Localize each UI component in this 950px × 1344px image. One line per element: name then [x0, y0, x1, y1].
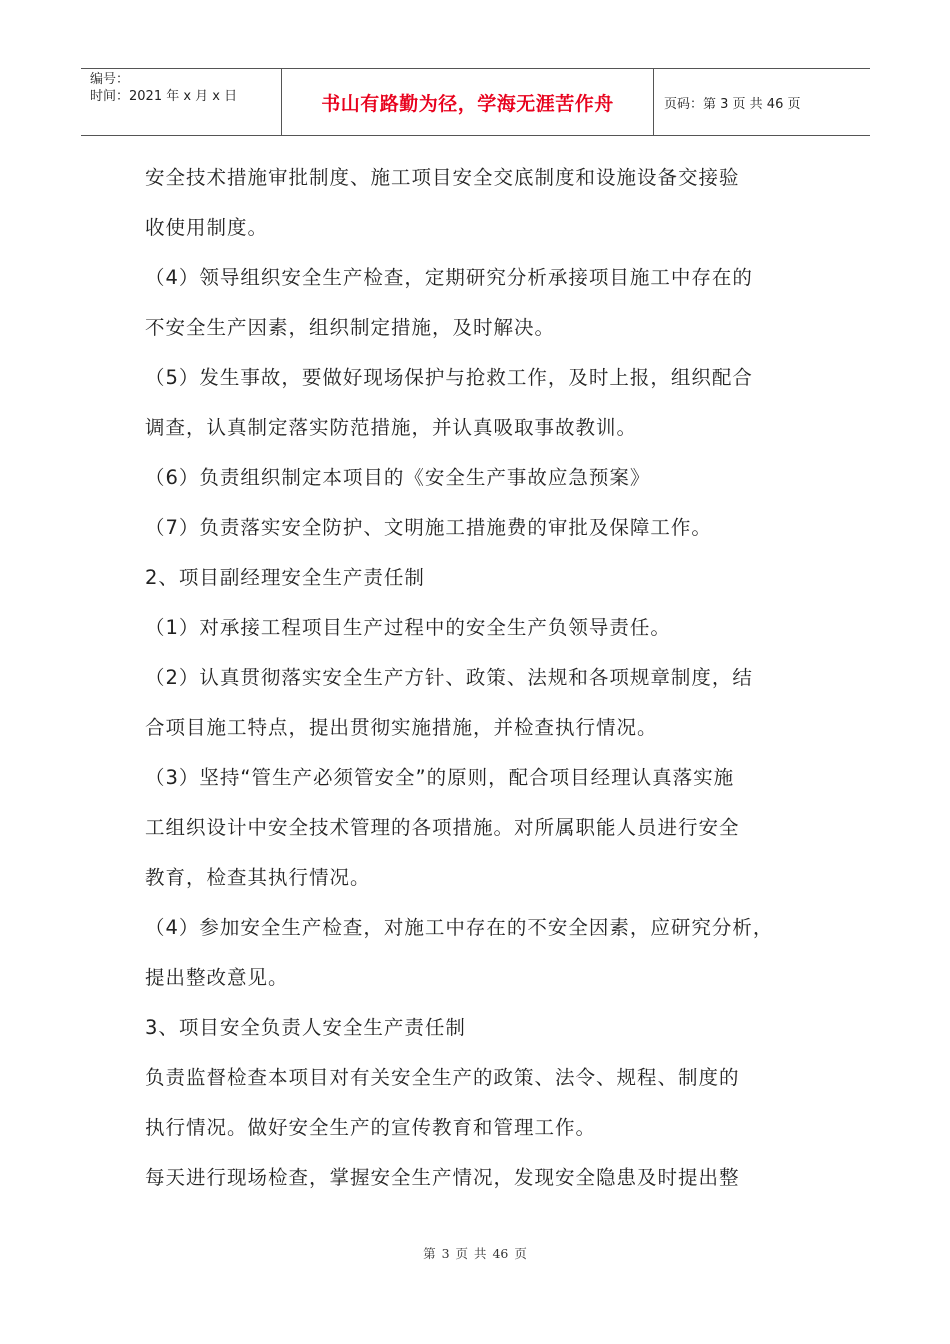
body-line: 教育，检查其执行情况。: [145, 866, 371, 889]
body-line: 调查，认真制定落实防范措施，并认真吸取事故教训。: [145, 416, 638, 439]
document-date-label: 时间：2021 年 x 月 x 日: [90, 89, 238, 104]
header-page-info: 页码：第 3 页 共 46 页: [664, 96, 801, 112]
body-line: （7）负责落实安全防护、文明施工措施费的审批及保障工作。: [145, 516, 712, 539]
body-line: 执行情况。做好安全生产的宣传教育和管理工作。: [145, 1116, 597, 1139]
document-number-label: 编号：: [90, 72, 130, 87]
body-line: 不安全生产因素，组织制定措施，及时解决。: [145, 316, 556, 339]
body-line: 安全技术措施审批制度、施工项目安全交底制度和设施设备交接验: [145, 166, 740, 189]
header-motto: 书山有路勤为径，学海无涯苦作舟: [282, 69, 654, 135]
header-info-cell: [81, 69, 282, 135]
body-line: 收使用制度。: [145, 216, 269, 239]
body-line: （4）参加安全生产检查，对施工中存在的不安全因素，应研究分析，: [145, 916, 774, 939]
section-heading: 2、项目副经理安全生产责任制: [145, 566, 425, 589]
body-line: 负责监督检查本项目对有关安全生产的政策、法令、规程、制度的: [145, 1066, 740, 1089]
body-line: （1）对承接工程项目生产过程中的安全生产负领导责任。: [145, 616, 671, 639]
body-line: 合项目施工特点，提出贯彻实施措施，并检查执行情况。: [145, 716, 658, 739]
body-line: （3）坚持“管生产必须管安全”的原则，配合项目经理认真落实施: [145, 766, 735, 789]
body-line: （4）领导组织安全生产检查，定期研究分析承接项目施工中存在的: [145, 266, 753, 289]
body-line: 提出整改意见。: [145, 966, 289, 989]
body-line: 每天进行现场检查，掌握安全生产情况，发现安全隐患及时提出整: [145, 1166, 740, 1189]
section-heading: 3、项目安全负责人安全生产责任制: [145, 1016, 466, 1039]
page-header: [81, 68, 870, 136]
body-line: （5）发生事故，要做好现场保护与抢救工作，及时上报，组织配合: [145, 366, 753, 389]
page-footer: 第 3 页 共 46 页: [423, 1246, 527, 1261]
body-line: 工组织设计中安全技术管理的各项措施。对所属职能人员进行安全: [145, 816, 740, 839]
body-line: （2）认真贯彻落实安全生产方针、政策、法规和各项规章制度，结: [145, 666, 753, 689]
body-line: （6）负责组织制定本项目的《安全生产事故应急预案》: [145, 466, 651, 489]
